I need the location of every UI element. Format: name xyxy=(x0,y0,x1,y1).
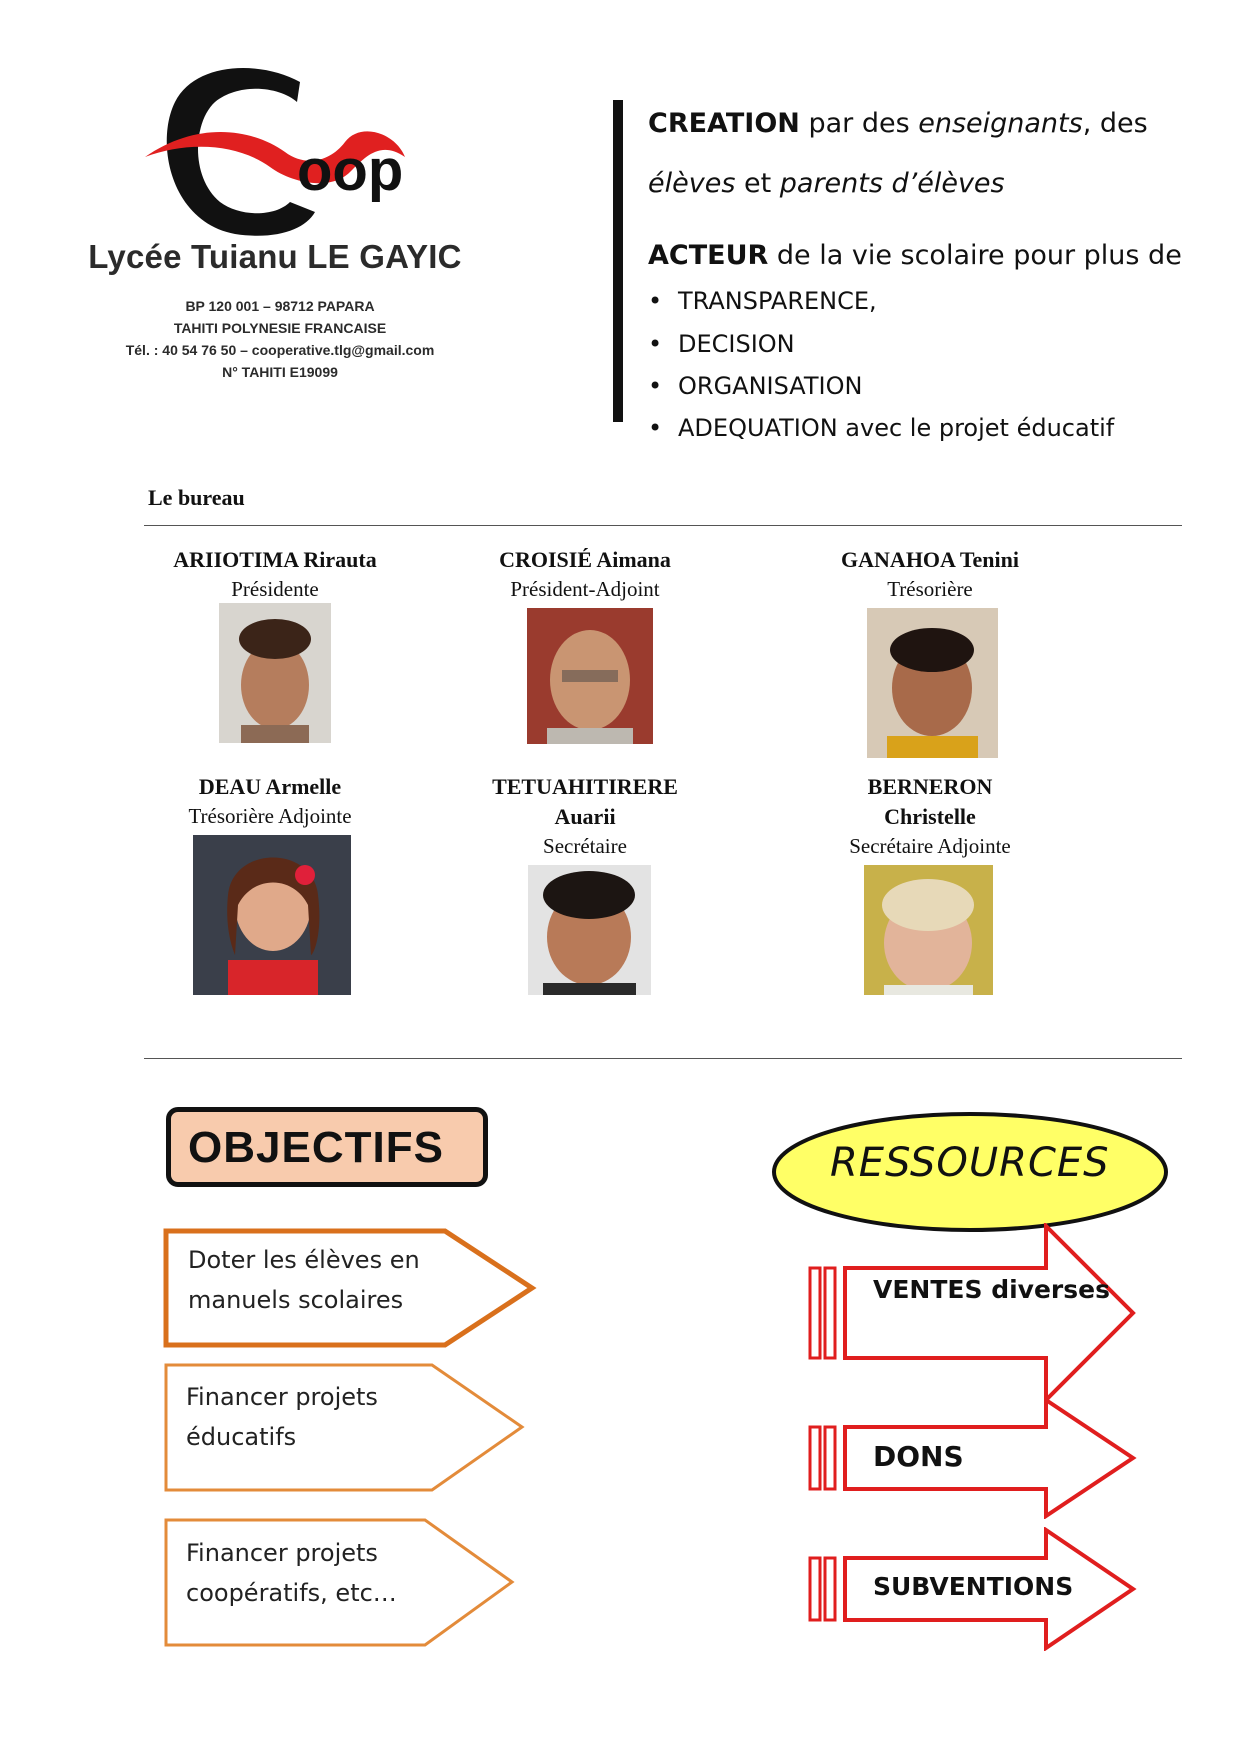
member-photo xyxy=(867,608,998,758)
member-name: DEAU Armelle xyxy=(198,774,342,799)
ressource-arrow xyxy=(808,1397,1138,1519)
member-card xyxy=(455,545,715,603)
address-line-3: Tél. : 40 54 76 50 – cooperative.tlg@gmail.com xyxy=(125,342,435,358)
objectif-text: Financer projets coopératifs, etc… xyxy=(186,1539,397,1607)
bureau-title: Le bureau xyxy=(148,485,245,510)
member-name: GANAHOA Tenini xyxy=(841,547,1019,572)
member-photo xyxy=(193,835,351,995)
member-card xyxy=(145,545,405,603)
bullet-item: • DECISION xyxy=(648,330,795,358)
member-card xyxy=(800,545,1060,603)
member-name-line1: BERNERON xyxy=(867,774,993,799)
member-role: Secrétaire xyxy=(543,834,627,858)
member-photo xyxy=(219,603,331,743)
bullet-item: • ADEQUATION avec le projet éducatif xyxy=(648,414,1115,442)
objectifs-title: OBJECTIFS xyxy=(188,1123,444,1172)
bullet-item: • ORGANISATION xyxy=(648,372,863,400)
school-name: Lycée Tuianu LE GAYIC xyxy=(88,238,462,275)
member-role: Trésorière Adjointe xyxy=(188,804,352,828)
address-line-4: N° TAHITI E19099 xyxy=(222,364,338,380)
ressource-label: VENTES diverses xyxy=(873,1275,1110,1304)
member-role: Secrétaire Adjointe xyxy=(849,834,1011,858)
divider-top xyxy=(144,525,1182,526)
member-name-line1: TETUAHITIRERE xyxy=(492,774,678,799)
member-card xyxy=(145,772,395,830)
creation-line-2: élèves et parents d’élèves xyxy=(648,168,1005,199)
member-photo xyxy=(527,608,653,744)
member-card xyxy=(815,772,1045,860)
divider-bottom xyxy=(144,1058,1182,1059)
creation-line: CREATION par des enseignants, des xyxy=(648,108,1148,139)
address-line-2: TAHITI POLYNESIE FRANCAISE xyxy=(173,320,387,336)
ressource-arrow xyxy=(808,1223,1138,1403)
ressource-label: SUBVENTIONS xyxy=(873,1572,1074,1601)
member-photo xyxy=(528,865,651,995)
member-role: Présidente xyxy=(231,577,319,601)
objectif-text: Doter les élèves en manuels scolaires xyxy=(188,1246,420,1314)
ressources-title: RESSOURCES xyxy=(830,1140,1110,1186)
member-name-line2: Auarii xyxy=(554,804,616,829)
vertical-divider xyxy=(613,100,623,422)
member-name: ARIIOTIMA Rirauta xyxy=(173,547,377,572)
ressource-label: DONS xyxy=(873,1440,964,1473)
member-role: Trésorière xyxy=(887,577,973,601)
member-photo xyxy=(864,865,993,995)
bullet-item: • TRANSPARENCE, xyxy=(648,287,877,315)
address-line-1: BP 120 001 – 98712 PAPARA xyxy=(185,298,375,314)
acteur-line: ACTEUR de la vie scolaire pour plus de xyxy=(648,240,1182,271)
logo-wordmark: oop xyxy=(297,138,404,203)
member-role: Président-Adjoint xyxy=(510,577,660,601)
member-name-line2: Christelle xyxy=(884,804,976,829)
member-card xyxy=(470,772,700,860)
objectif-text: Financer projets éducatifs xyxy=(186,1383,378,1451)
member-name: CROISIÉ Aimana xyxy=(499,547,671,572)
